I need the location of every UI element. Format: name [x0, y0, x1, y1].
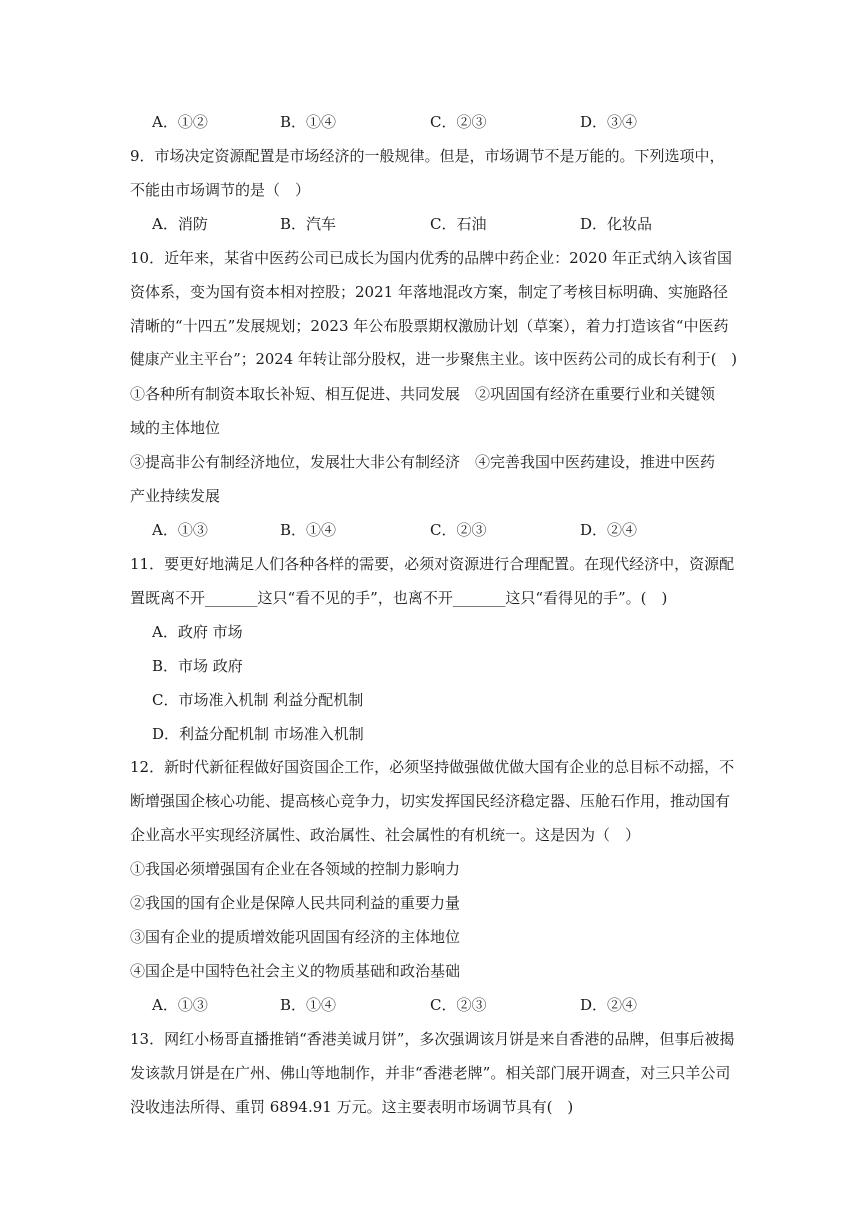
q12-stem-line-1: 12．新时代新征程做好国资国企工作，必须坚持做强做优做大国有企业的总目标不动摇，不 [130, 758, 735, 776]
q10-stem-line-2: 资体系，变为国有资本相对控股；2021 年落地混改方案，制定了考核目标明确、实施路径 [130, 283, 728, 301]
q10-option-a: A．①③ [152, 521, 208, 539]
q8-option-d: D．③④ [580, 113, 638, 131]
q10-statement-line-3: ③提高非公有制经济地位，发展壮大非公有制经济 ④完善我国中医药建设，推进中医药 [130, 453, 716, 471]
q10-option-d: D．②④ [580, 521, 638, 539]
q11-stem-line-1: 11．要更好地满足人们各种各样的需要，必须对资源进行合理配置。在现代经济中，资源配 [130, 555, 735, 573]
q12-stem-line-3: 企业高水平实现经济属性、政治属性、社会属性的有机统一。这是因为（ ） [130, 826, 641, 844]
q12-option-b: B．①④ [280, 996, 337, 1014]
q9-stem-line-1: 9．市场决定资源配置是市场经济的一般规律。但是，市场调节不是万能的。下列选项中， [130, 147, 725, 165]
q10-stem-line-1: 10．近年来，某省中医药公司已成长为国内优秀的品牌中药企业：2020 年正式纳入该省国 [130, 249, 733, 267]
q12-option-c: C．②③ [430, 996, 487, 1014]
q8-options [130, 111, 740, 133]
q9-stem-line-2: 不能由市场调节的是（ ） [130, 181, 311, 199]
q8-option-c: C．②③ [430, 113, 487, 131]
q10-options [130, 519, 740, 541]
q10-stem-line-4: 健康产业主平台”；2024 年转让部分股权，进一步聚焦主业。该中医药公司的成长有利于( ) [130, 351, 738, 368]
q10-option-b: B．①④ [280, 521, 337, 539]
q12-option-d: D．②④ [580, 996, 638, 1014]
q10-statement-line-4: 产业持续发展 [130, 487, 221, 505]
q10-option-c: C．②③ [430, 521, 487, 539]
q8-option-b: B．①④ [280, 113, 337, 131]
q9-option-b: B．汽车 [280, 215, 337, 233]
q10-statement-line-2: 域的主体地位 [130, 419, 221, 437]
q12-options [130, 994, 740, 1016]
q13-stem-line-3: 没收违法所得、重罚 6894.91 万元。这主要表明市场调节具有( ) [130, 1098, 574, 1116]
q11-option-a: A．政府 市场 [152, 623, 243, 641]
q12-option-a: A．①③ [152, 996, 208, 1014]
q12-statement-3: ③国有企业的提质增效能巩固国有经济的主体地位 [130, 928, 461, 946]
q8-option-a: A．①② [152, 113, 208, 131]
q11-stem-line-2: 置既离不开_______这只“看不见的手”，也离不开_______这只“看得见的手”。( ) [130, 589, 668, 607]
q12-statement-2: ②我国的国有企业是保障人民共同利益的重要力量 [130, 894, 461, 912]
q9-options [130, 213, 740, 235]
q13-stem-line-2: 发该款月饼是在广州、佛山等地制作，并非“香港老牌”。相关部门展开调查，对三只羊公司 [130, 1064, 731, 1082]
q12-stem-line-2: 断增强国企核心功能、提高核心竞争力，切实发挥国民经济稳定器、压舱石作用，推动国有 [130, 792, 731, 810]
q12-statement-4: ④国企是中国特色社会主义的物质基础和政治基础 [130, 962, 461, 980]
q13-stem-line-1: 13．网红小杨哥直播推销“香港美诚月饼”，多次强调该月饼是来自香港的品牌，但事后被揭 [130, 1030, 735, 1048]
q11-option-d: D．利益分配机制 市场准入机制 [152, 725, 364, 743]
q9-option-a: A．消防 [152, 215, 208, 233]
q10-stem-line-3: 清晰的“十四五”发展规划；2023 年公布股票期权激励计划（草案），着力打造该省“中医药 [130, 317, 729, 335]
q10-statement-line-1: ①各种所有制资本取长补短、相互促进、共同发展 ②巩固国有经济在重要行业和关键领 [130, 385, 716, 403]
q11-option-b: B．市场 政府 [152, 657, 243, 675]
q9-option-c: C．石油 [430, 215, 487, 233]
q11-option-c: C．市场准入机制 利益分配机制 [152, 691, 364, 709]
q9-option-d: D．化妆品 [580, 215, 653, 233]
q12-statement-1: ①我国必须增强国有企业在各领域的控制力影响力 [130, 860, 461, 878]
